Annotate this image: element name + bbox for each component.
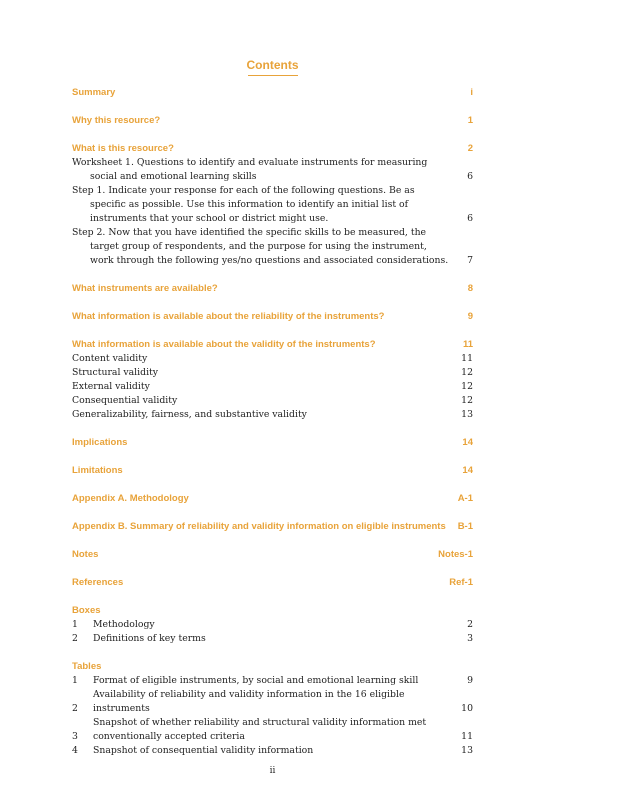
entry-text: Worksheet 1. Questions to identify and evaluate instruments for measuring social and emotional learning skills bbox=[72, 157, 428, 182]
title-underline bbox=[248, 75, 298, 76]
heading-label: Limitations bbox=[72, 465, 123, 476]
toc-table-entry[interactable] bbox=[72, 744, 473, 758]
heading-page: 11 bbox=[462, 339, 473, 350]
toc-heading-appendix-a[interactable] bbox=[72, 492, 473, 506]
toc-heading-boxes bbox=[72, 604, 473, 618]
toc-heading-limitations[interactable] bbox=[72, 464, 473, 478]
heading-label: Boxes bbox=[72, 605, 101, 616]
entry-text: Methodology bbox=[93, 619, 155, 630]
toc-entry[interactable] bbox=[72, 366, 473, 380]
entry-page: 12 bbox=[461, 381, 473, 392]
toc-entry[interactable] bbox=[72, 226, 473, 268]
heading-page: Notes-1 bbox=[438, 549, 473, 560]
toc-entry[interactable] bbox=[72, 394, 473, 408]
entry-number: 2 bbox=[72, 633, 78, 644]
entry-text: External validity bbox=[72, 381, 150, 392]
toc-box-entry[interactable] bbox=[72, 632, 473, 646]
toc-table-entry[interactable] bbox=[72, 674, 473, 688]
heading-page: 9 bbox=[467, 311, 473, 322]
entry-text: Snapshot of whether reliability and structural validity information met conventionally accepted criteria bbox=[93, 717, 427, 742]
entry-page: 3 bbox=[467, 633, 473, 644]
heading-label: Tables bbox=[72, 661, 102, 672]
entry-page: 12 bbox=[461, 395, 473, 406]
toc-heading-notes[interactable] bbox=[72, 548, 473, 562]
table-of-contents bbox=[72, 86, 473, 758]
toc-entry[interactable] bbox=[72, 184, 473, 226]
entry-page: 6 bbox=[467, 171, 473, 182]
toc-heading-instruments[interactable] bbox=[72, 282, 473, 296]
toc-heading-summary[interactable] bbox=[72, 86, 473, 100]
heading-page: 14 bbox=[462, 465, 473, 476]
entry-text: Consequential validity bbox=[72, 395, 178, 406]
heading-label: What information is available about the reliability of the instruments? bbox=[72, 311, 385, 322]
toc-heading-implications[interactable] bbox=[72, 436, 473, 450]
toc-heading-appendix-b[interactable] bbox=[72, 520, 473, 534]
toc-heading-reliability[interactable] bbox=[72, 310, 473, 324]
entry-number: 3 bbox=[72, 731, 78, 742]
heading-label: What is this resource? bbox=[72, 143, 174, 154]
heading-page: Ref-1 bbox=[449, 577, 473, 588]
heading-page: 2 bbox=[467, 143, 473, 154]
entry-number: 4 bbox=[72, 745, 78, 756]
heading-page: B-1 bbox=[457, 521, 473, 532]
toc-entry[interactable] bbox=[72, 156, 473, 184]
entry-page: 13 bbox=[461, 745, 473, 756]
toc-heading-what-is[interactable] bbox=[72, 142, 473, 156]
entry-text: Definitions of key terms bbox=[93, 633, 206, 644]
heading-page: 14 bbox=[462, 437, 473, 448]
toc-heading-why[interactable] bbox=[72, 114, 473, 128]
heading-label: Summary bbox=[72, 87, 116, 98]
heading-label: Why this resource? bbox=[72, 115, 161, 126]
entry-page: 9 bbox=[467, 675, 473, 686]
entry-page: 2 bbox=[467, 619, 473, 630]
toc-entry[interactable] bbox=[72, 408, 473, 422]
entry-page: 11 bbox=[461, 731, 473, 742]
entry-number: 2 bbox=[72, 703, 78, 714]
entry-page: 7 bbox=[467, 255, 473, 266]
toc-heading-references[interactable] bbox=[72, 576, 473, 590]
entry-text: Structural validity bbox=[72, 367, 159, 378]
heading-label: Appendix A. Methodology bbox=[72, 493, 189, 504]
toc-table-entry[interactable] bbox=[72, 716, 473, 744]
heading-page: 8 bbox=[467, 283, 473, 294]
entry-text: Format of eligible instruments, by social and emotional learning skill bbox=[93, 675, 419, 686]
toc-table-entry[interactable] bbox=[72, 688, 473, 716]
heading-page: 1 bbox=[467, 115, 473, 126]
entry-text: Generalizability, fairness, and substantive validity bbox=[72, 409, 307, 420]
toc-entry[interactable] bbox=[72, 352, 473, 366]
entry-page: 12 bbox=[461, 367, 473, 378]
heading-label: References bbox=[72, 577, 124, 588]
heading-label: What information is available about the validity of the instruments? bbox=[72, 339, 376, 350]
entry-text: Snapshot of consequential validity information bbox=[93, 745, 314, 756]
heading-label: Appendix B. Summary of reliability and validity information on eligible instruments bbox=[72, 521, 446, 532]
entry-page: 13 bbox=[461, 409, 473, 420]
toc-heading-validity[interactable] bbox=[72, 338, 473, 352]
page-number: ii bbox=[269, 766, 276, 776]
heading-label: Implications bbox=[72, 437, 128, 448]
entry-number: 1 bbox=[72, 675, 78, 686]
entry-text: Step 2. Now that you have identified the specific skills to be measured, the target group of respondents, and the purpose for using the instrument, work through the following yes/no questions and associated considerations. bbox=[72, 227, 449, 266]
entry-text: Content validity bbox=[72, 353, 148, 364]
entry-number: 1 bbox=[72, 619, 78, 630]
page-title: Contents bbox=[246, 58, 299, 72]
entry-text: Availability of reliability and validity information in the 16 eligible instruments bbox=[93, 689, 405, 714]
heading-label: What instruments are available? bbox=[72, 283, 218, 294]
entry-page: 6 bbox=[467, 213, 473, 224]
toc-entry[interactable] bbox=[72, 380, 473, 394]
heading-page: i bbox=[470, 87, 473, 98]
toc-box-entry[interactable] bbox=[72, 618, 473, 632]
entry-page: 11 bbox=[461, 353, 473, 364]
entry-page: 10 bbox=[461, 703, 473, 714]
entry-text: Step 1. Indicate your response for each of the following questions. Be as specific as possible. Use this information to identify an initial list of instruments that your school or district might use. bbox=[72, 185, 415, 224]
heading-label: Notes bbox=[72, 549, 99, 560]
heading-page: A-1 bbox=[457, 493, 473, 504]
toc-heading-tables bbox=[72, 660, 473, 674]
